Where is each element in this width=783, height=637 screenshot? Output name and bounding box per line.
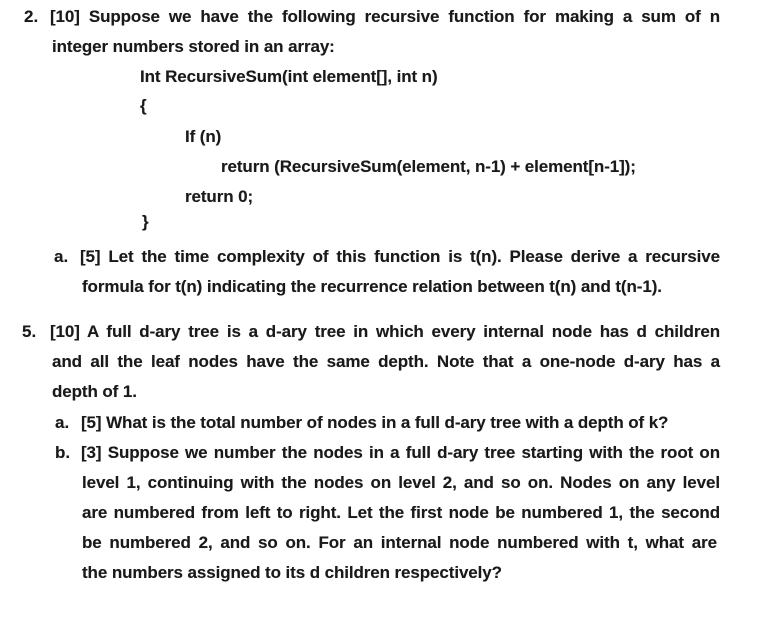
- code-line-close-brace: }: [142, 212, 149, 231]
- question-2-number: 2.: [24, 7, 39, 26]
- question-5a-line-1: [5] What is the total number of nodes in a full d-ary tree with a depth of k?: [81, 413, 669, 432]
- question-5b-line-5: the numbers assigned to its d children respectively?: [82, 563, 502, 582]
- question-5-line-1: [10] A full d-ary tree is a d-ary tree in which every internal node has d children: [50, 322, 720, 341]
- question-5b-line-4: be numbered 2, and so on. For an internal node numbered with t, what are: [82, 533, 717, 552]
- question-5b-line-1: [3] Suppose we number the nodes in a full d-ary tree starting with the root on: [81, 443, 720, 462]
- question-2-line-2: integer numbers stored in an array:: [52, 37, 335, 56]
- code-line-recursive-return: return (RecursiveSum(element, n-1) + element[n-1]);: [221, 157, 636, 176]
- question-5b-line-2: level 1, continuing with the nodes on level 2, and so on. Nodes on any level: [82, 473, 720, 492]
- code-line-open-brace: {: [140, 96, 147, 115]
- question-5a-label: a.: [55, 413, 70, 432]
- question-2a-label: a.: [54, 247, 69, 266]
- question-2a-line-2: formula for t(n) indicating the recurrence relation between t(n) and t(n-1).: [82, 277, 662, 296]
- question-5-line-2: and all the leaf nodes have the same depth. Note that a one-node d-ary has a: [52, 352, 720, 371]
- question-5-number: 5.: [22, 322, 37, 341]
- question-5b-line-3: are numbered from left to right. Let the first node be numbered 1, the second: [82, 503, 720, 522]
- code-line-if-condition: If (n): [185, 127, 222, 146]
- question-2a-line-1: [5] Let the time complexity of this function is t(n). Please derive a recursive: [80, 247, 720, 266]
- code-line-return-zero: return 0;: [185, 187, 254, 206]
- question-5-line-3: depth of 1.: [52, 382, 137, 401]
- question-5b-label: b.: [55, 443, 71, 462]
- question-2-line-1: [10] Suppose we have the following recursive function for making a sum of n: [50, 7, 720, 26]
- code-line-function-signature: Int RecursiveSum(int element[], int n): [140, 67, 438, 86]
